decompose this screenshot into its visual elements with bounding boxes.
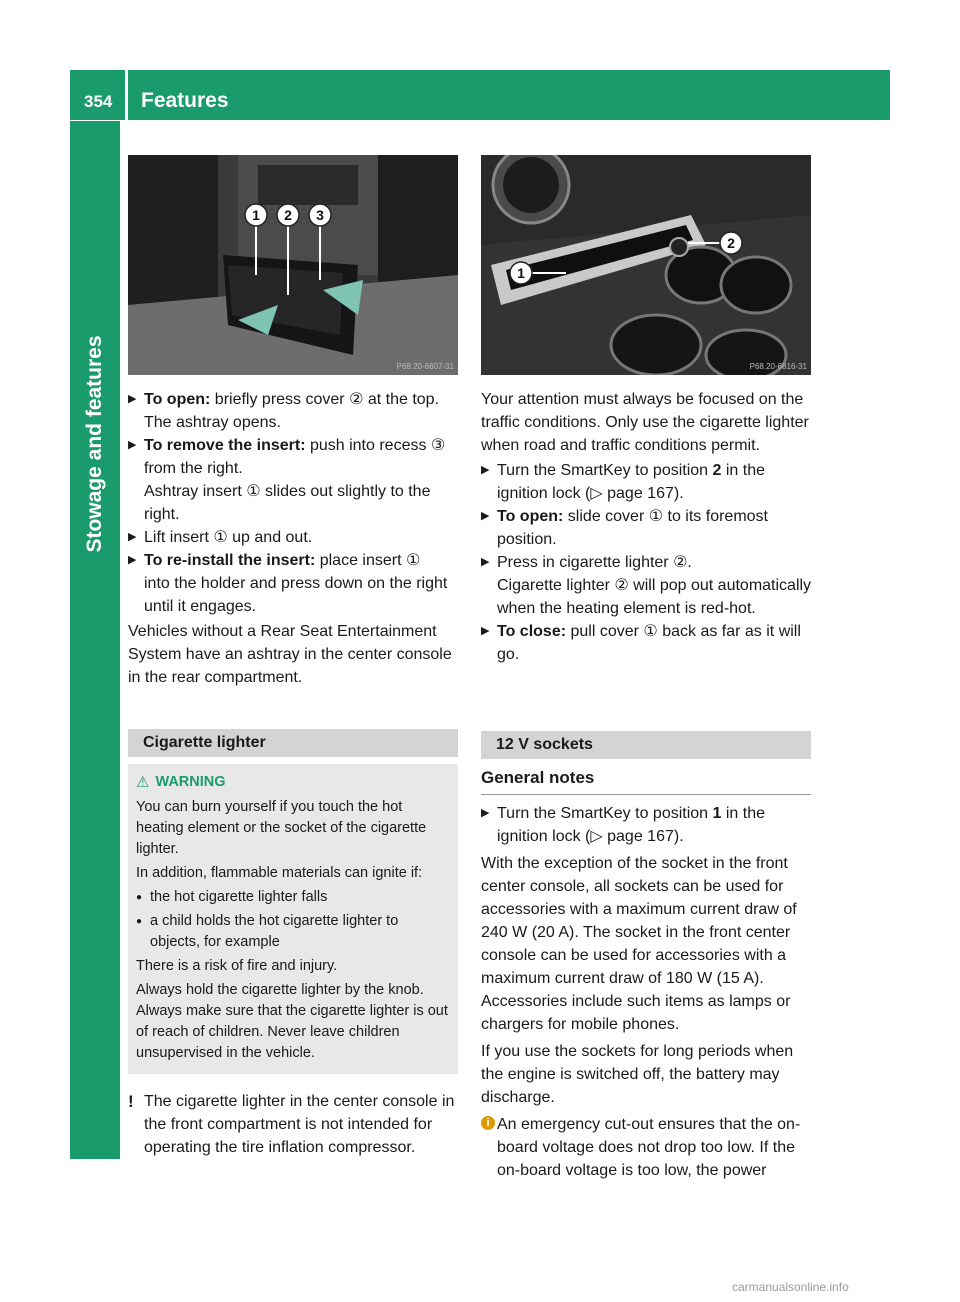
cigarette-lighter-instructions: Your attention must always be focused on the traffic conditions. Only use the cigarette lighter when road and traffic conditions permit. ▶ Turn the SmartKey to position 2 in the ignition lock (▷ page 167). ▶ To open: slide cover ① to its foremost position. ▶ Press in cigarette lighter ②. Cigarette lighter ② will pop out automatically when the heating element is red-hot. ▶ To close: pull cover ① back as far as it will go. (481, 388, 813, 666)
section-heading-cigarette-lighter: Cigarette lighter (128, 729, 458, 757)
list-item: ● the hot cigarette lighter falls (136, 889, 328, 905)
step-close-cover: ▶ To close: pull cover ① back as far as it will go. (481, 623, 801, 663)
step-lift-insert: ▶ Lift insert ① up and out. (128, 529, 313, 546)
step-turn-smartkey-position-1: ▶ Turn the SmartKey to position 1 in the ignition lock (▷ page 167). (481, 805, 766, 845)
callout-1: 1 (517, 265, 525, 281)
callout-1: 1 (252, 207, 260, 223)
step-reinstall-insert: ▶ To re-install the insert: place insert ① (128, 552, 421, 569)
warning-title: WARNING (155, 774, 226, 790)
info-note: i An emergency cut-out ensures that the on-board voltage does not drop too low. If the on-board voltage is too low, the power (481, 1113, 813, 1182)
sockets-content (481, 802, 813, 1182)
side-tab (70, 121, 120, 1159)
step-open: ▶ To open: briefly press cover ② at the top. (128, 391, 440, 408)
attention-paragraph: Your attention must always be focused on the traffic conditions. Only use the cigarette lighter when road and traffic conditions permit. (481, 391, 809, 454)
console-photo (481, 155, 811, 375)
ashtray-photo (128, 155, 458, 375)
photo-code: P68.20-6816-31 (749, 362, 807, 371)
warning-triangle-icon: ⚠ (136, 774, 150, 791)
subheading-general-notes: General notes (481, 766, 811, 795)
section-heading-12v-sockets: 12 V sockets (481, 731, 811, 759)
info-icon: i (481, 1116, 495, 1130)
step-remove-insert: ▶ To remove the insert: push into recess ③ (128, 437, 446, 454)
exclamation-icon: ! (128, 1092, 134, 1111)
callout-3: 3 (316, 207, 324, 223)
compressor-note: ! The cigarette lighter in the center console in the front compartment is not intended for operating the tire inflation compressor. (128, 1092, 455, 1156)
header-divider (125, 70, 128, 120)
warning-box: ⚠ WARNING You can burn yourself if you touch the hot heating element or the socket of the cigarette lighter. In addition, flammable materials can ignite if: ● the hot cigarette lighter falls ● a child holds the hot cigarette lighter to objects, for example There is a risk of fire and injury. Always hold the cigarette lighter by the knob. Always make sure that the cigarette lighter is out of reach of children. Never leave children unsupervised in the vehicle. (128, 764, 458, 1074)
page-title: Features (141, 89, 229, 112)
step-turn-smartkey: ▶ Turn the SmartKey to position 2 in the ignition lock (▷ page 167). (481, 462, 766, 502)
page-number: 354 (84, 92, 113, 111)
battery-paragraph: If you use the sockets for long periods when the engine is switched off, the battery may discharge. (481, 1043, 794, 1106)
photo-code: P68.20-6607-31 (396, 362, 454, 371)
step-press-lighter: ▶ Press in cigarette lighter ②. (481, 554, 692, 571)
footer-watermark: carmanualsonline.info (732, 1280, 849, 1294)
step-open-cover: ▶ To open: slide cover ① to its foremost position. (481, 508, 768, 548)
ashtray-note-paragraph: Vehicles without a Rear Seat Entertainment System have an ashtray in the center console in the rear compartment. (128, 623, 452, 686)
list-item: ● a child holds the hot cigarette lighter to objects, for example (136, 913, 399, 950)
ashtray-instructions: ▶ To open: briefly press cover ② at the top. The ashtray opens. ▶ To remove the insert: push into recess ③ from the right. Ashtray insert ① slides out slightly to the right. ▶ Lift insert ① up and out. ▶ To re-install the insert: place insert ① into the holder and press down on the right until it engages. Vehicles without a Rear Seat Entertainment System have an ashtray in the center console in the rear compartment. (128, 388, 460, 689)
callout-2: 2 (727, 235, 735, 251)
side-tab-label: Stowage and features (83, 335, 106, 553)
sockets-paragraph: With the exception of the socket in the front center console, all sockets can be used for accessories with a maximum current draw of 240 W (20 A). The socket in the front center console can be used for accessories with a maximum current draw of 180 W (15 A). Accessories include such items as lamps or chargers for mobile phones. (481, 855, 797, 1033)
callout-2: 2 (284, 207, 292, 223)
